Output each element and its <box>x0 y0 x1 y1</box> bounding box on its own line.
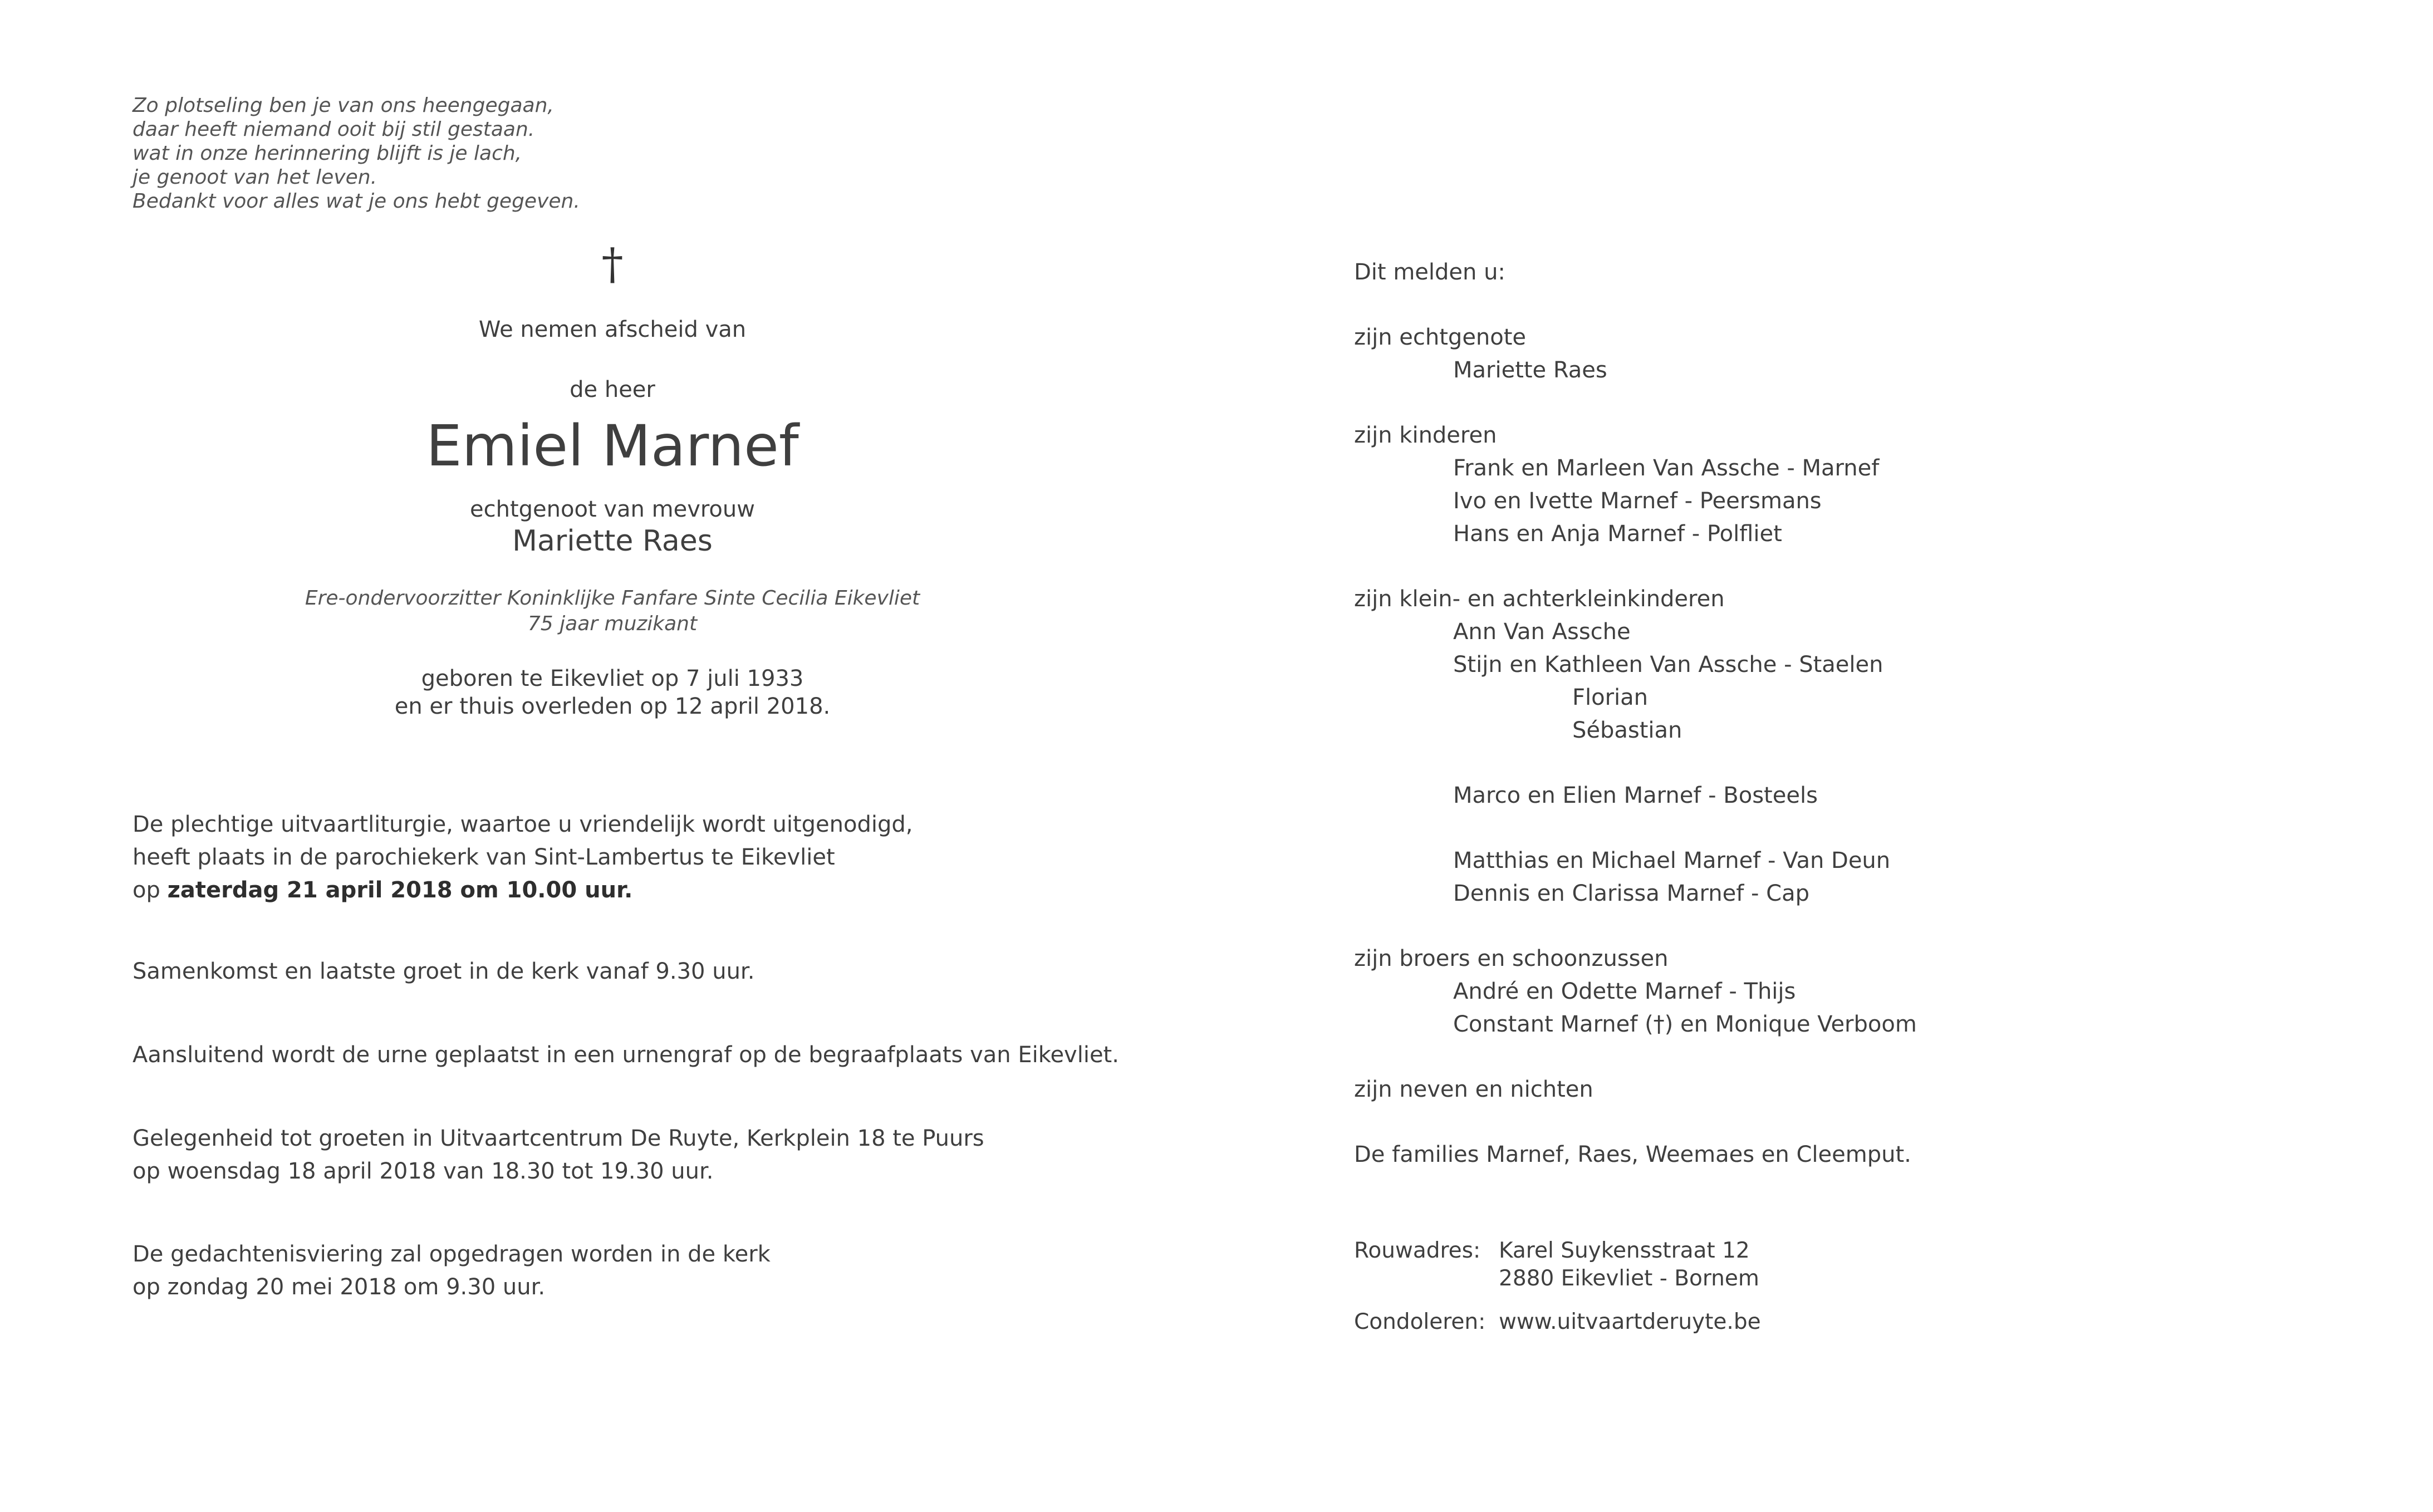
sibling-item: André en Odette Marnef - Thijs <box>1453 979 1796 1004</box>
child-item: Frank en Marleen Van Assche - Marnef <box>1453 455 1880 481</box>
cousins-label: zijn neven en nichten <box>1354 1077 1593 1102</box>
visitation-line: Gelegenheid tot groeten in Uitvaartcentrum De Ruyte, Kerkplein 18 te Puurs <box>133 1126 984 1151</box>
sibling-item: Constant Marnef (†) en Monique Verboom <box>1453 1012 1917 1037</box>
child-item: Ivo en Ivette Marnef - Peersmans <box>1453 488 1822 514</box>
poem-line: Zo plotseling ben je van ons heengegaan, <box>133 94 554 117</box>
condolence-label: Condoleren: <box>1354 1309 1486 1334</box>
spouse-label: echtgenoot van mevrouw <box>470 497 755 522</box>
grandchild-item: Matthias en Michael Marnef - Van Deun <box>1453 848 1891 873</box>
wife-name: Mariette Raes <box>1453 357 1607 383</box>
intro-text: We nemen afscheid van <box>478 317 747 342</box>
gathering-text: Samenkomst en laatste groet in de kerk vanaf 9.30 uur. <box>133 959 755 984</box>
poem-line: je genoot van het leven. <box>133 166 377 189</box>
condolence-link[interactable]: www.uitvaartderuyte.be <box>1499 1309 1761 1334</box>
service-date: zaterdag 21 april 2018 om 10.00 uur. <box>167 877 633 903</box>
urn-text: Aansluitend wordt de urne geplaatst in een urnengraf op de begraafplaats van Eikevliet. <box>133 1042 1119 1068</box>
death-line: en er thuis overleden op 12 april 2018. <box>394 694 831 719</box>
poem-line: Bedankt voor alles wat je ons hebt gegeven. <box>133 190 580 213</box>
address-label: Rouwadres: <box>1354 1238 1481 1263</box>
grandchild-item: Dennis en Clarissa Marnef - Cap <box>1453 881 1809 906</box>
service-line <box>133 874 913 907</box>
siblings-label: zijn broers en schoonzussen <box>1354 946 1669 971</box>
cross-icon: † <box>601 239 624 289</box>
families-line: De families Marnef, Raes, Weemaes en Cleemput. <box>1354 1142 1911 1167</box>
grandchild-item: Marco en Elien Marnef - Bosteels <box>1453 783 1818 808</box>
great-grandchild-item: Florian <box>1572 685 1649 710</box>
address-line: 2880 Eikevliet - Bornem <box>1499 1266 1759 1291</box>
service-paragraph <box>133 808 913 907</box>
service-line: heeft plaats in de parochiekerk van Sint-Lambertus te Eikevliet <box>133 845 835 870</box>
birth-line: geboren te Eikevliet op 7 juli 1933 <box>421 666 804 691</box>
role-line: 75 jaar muzikant <box>527 612 698 635</box>
memorial-line: op zondag 20 mei 2018 om 9.30 uur. <box>133 1274 546 1300</box>
wife-label: zijn echtgenote <box>1354 325 1527 350</box>
grandchild-item: Stijn en Kathleen Van Assche - Staelen <box>1453 652 1883 678</box>
service-line: De plechtige uitvaartliturgie, waartoe u vriendelijk wordt uitgenodigd, <box>133 812 913 837</box>
role-line: Ere-ondervoorzitter Koninklijke Fanfare Sinte Cecilia Eikevliet <box>305 587 920 610</box>
address-line: Karel Suykensstraat 12 <box>1499 1238 1750 1263</box>
spouse-name: Mariette Raes <box>512 524 713 558</box>
grandchildren-label: zijn klein- en achterkleinkinderen <box>1354 586 1725 612</box>
poem-line: wat in onze herinnering blijft is je lach, <box>133 142 522 165</box>
poem-line: daar heeft niemand ooit bij stil gestaan. <box>133 118 535 141</box>
memorial-line: De gedachtenisviering zal opgedragen worden in de kerk <box>133 1241 771 1267</box>
child-item: Hans en Anja Marnef - Polfliet <box>1453 521 1782 547</box>
grandchild-item: Ann Van Assche <box>1453 619 1631 645</box>
deceased-name: Emiel Marnef <box>426 413 799 479</box>
visitation-line: op woensdag 18 april 2018 van 18.30 tot 19.30 uur. <box>133 1158 714 1184</box>
family-intro: Dit melden u: <box>1354 259 1505 285</box>
visitation-paragraph <box>133 1122 984 1188</box>
children-label: zijn kinderen <box>1354 423 1497 448</box>
service-prefix: op <box>133 877 168 903</box>
memorial-paragraph <box>133 1238 771 1304</box>
poem <box>133 94 580 213</box>
great-grandchild-item: Sébastian <box>1572 718 1683 743</box>
honorific: de heer <box>570 377 655 402</box>
